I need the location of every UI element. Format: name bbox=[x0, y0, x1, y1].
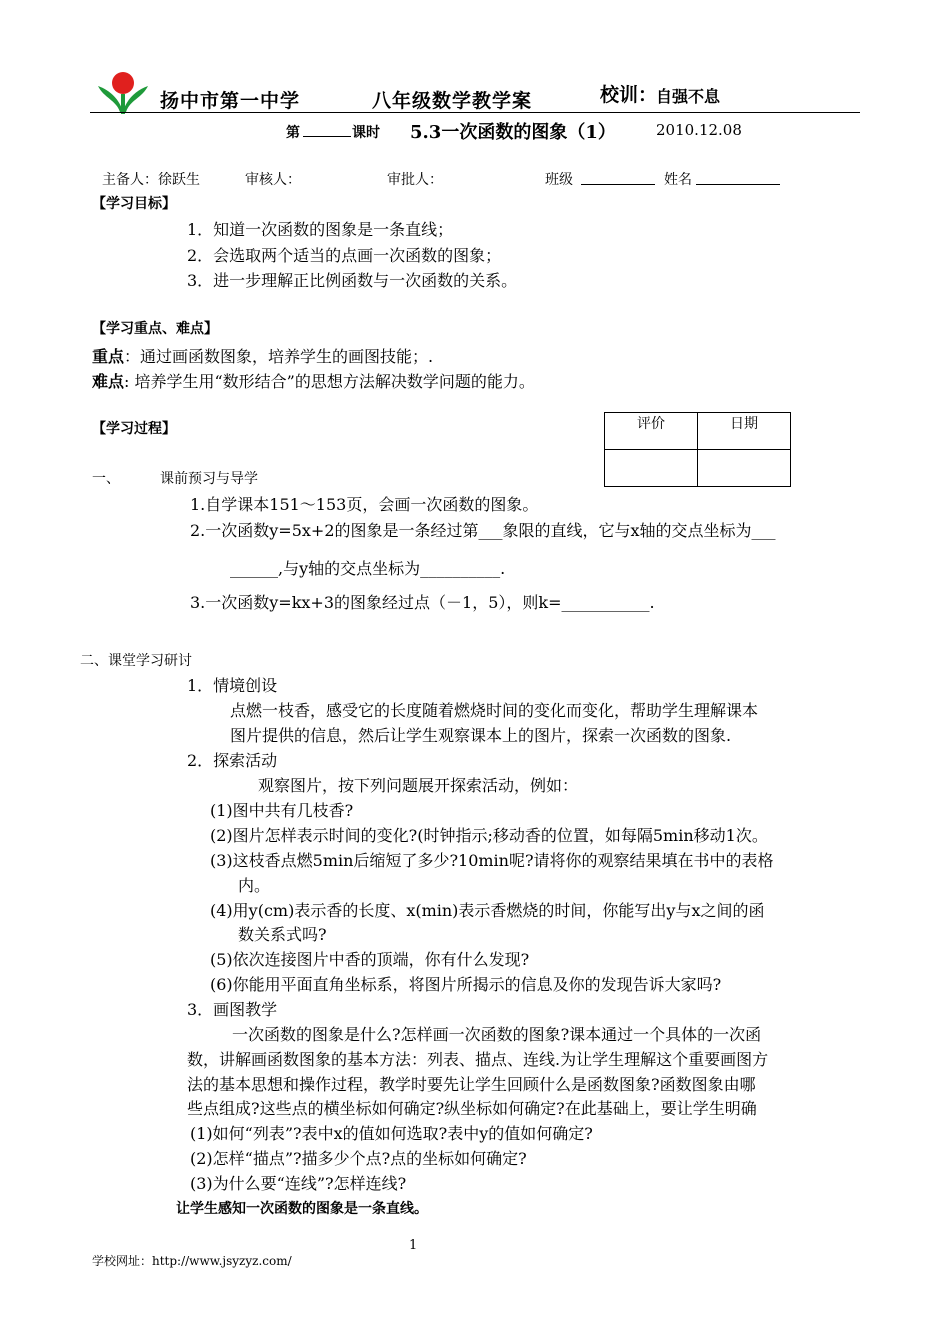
question: (2)怎样“描点”?描多少个点?点的坐标如何确定? bbox=[190, 1149, 527, 1168]
key-point bbox=[92, 344, 433, 367]
preview-item-3: 3.一次函数y=kx+3的图象经过点（－1，5），则k=___________. bbox=[190, 593, 655, 612]
name-blank[interactable] bbox=[696, 170, 780, 185]
motto: 自强不息 bbox=[656, 87, 721, 106]
preview-item-1: 1.自学课本151～153页，会画一次函数的图象。 bbox=[190, 495, 539, 514]
paragraph-line: 点燃一枝香，感受它的长度随着燃烧时间的变化而变化，帮助学生理解课本 bbox=[230, 701, 759, 720]
lesson-suffix: 课时 bbox=[352, 125, 380, 141]
preview-item-2: 2.一次函数y=5x+2的图象是一条经过第___象限的直线，它与x轴的交点坐标为___ bbox=[190, 521, 776, 540]
question: (1)图中共有几枝香? bbox=[210, 801, 354, 820]
activity-intro: 观察图片，按下列问题展开探索活动，例如： bbox=[258, 776, 579, 795]
paragraph-line: 图片提供的信息，然后让学生观察课本上的图片，探索一次函数的图象. bbox=[230, 726, 732, 745]
goal-item: 3．进一步理解正比例函数与一次函数的关系。 bbox=[187, 271, 518, 290]
difficult-point bbox=[92, 369, 535, 392]
motto-label: 校训： bbox=[600, 84, 658, 106]
key-label: 重点 bbox=[92, 347, 125, 366]
school-name: 扬中市第一中学 bbox=[160, 90, 301, 112]
school-url[interactable]: 学校网址：http://www.jsyzyz.com/ bbox=[92, 1254, 292, 1268]
subsection-title: 3．画图教学 bbox=[187, 1000, 278, 1019]
key-text: ：通过画函数图象，培养学生的画图技能；. bbox=[124, 347, 434, 366]
paragraph-line: 数，讲解画函数图象的基本方法：列表、描点、连线.为让学生理解这个重要画图方 bbox=[187, 1050, 769, 1069]
page-number: 1 bbox=[409, 1238, 418, 1253]
date-cell[interactable] bbox=[698, 450, 791, 487]
lesson-date: 2010.12.08 bbox=[656, 121, 742, 139]
difficult-label: 难点 bbox=[92, 372, 125, 391]
focus-heading: 【学习重点、难点】 bbox=[92, 321, 218, 337]
lesson-title: 5.3一次函数的图象（1） bbox=[410, 122, 616, 143]
section1-title: 课前预习与导学 bbox=[160, 471, 258, 487]
eval-header: 评价 bbox=[605, 413, 698, 450]
approver: 审批人： bbox=[387, 172, 443, 188]
process-heading: 【学习过程】 bbox=[92, 421, 176, 437]
section2-title: 二、课堂学习研讨 bbox=[80, 653, 192, 669]
question: (6)你能用平面直角坐标系，将图片所揭示的信息及你的发现告诉大家吗? bbox=[210, 975, 722, 994]
difficult-text: : 培养学生用“数形结合”的思想方法解决数学问题的能力。 bbox=[124, 372, 535, 391]
goals-heading: 【学习目标】 bbox=[92, 196, 176, 212]
preview-item-2-cont: ______,与y轴的交点坐标为__________. bbox=[230, 559, 506, 578]
name-label: 姓名 bbox=[664, 172, 692, 188]
goal-item: 1．知道一次函数的图象是一条直线； bbox=[187, 220, 454, 239]
question: (3)为什么要“连线”?怎样连线? bbox=[190, 1174, 407, 1193]
subsection-title: 1．情境创设 bbox=[187, 676, 278, 695]
eval-cell[interactable] bbox=[605, 450, 698, 487]
paragraph-line: 些点组成?这些点的横坐标如何确定?纵坐标如何确定?在此基础上，要让学生明确 bbox=[187, 1099, 757, 1118]
question-cont: 数关系式吗? bbox=[238, 925, 327, 944]
conclusion: 让学生感知一次函数的图象是一条直线。 bbox=[176, 1201, 428, 1217]
evaluation-table bbox=[604, 412, 791, 487]
date-header: 日期 bbox=[698, 413, 791, 450]
reviewer: 审核人： bbox=[245, 172, 301, 188]
goal-item: 2．会选取两个适当的点画一次函数的图象； bbox=[187, 246, 502, 265]
lesson-prefix: 第 bbox=[286, 125, 300, 141]
question: (2)图片怎样表示时间的变化?(时钟指示;移动香的位置，如每隔5min移动1次。 bbox=[210, 826, 768, 845]
question: (5)依次连接图片中香的顶端，你有什么发现? bbox=[210, 950, 530, 969]
class-blank[interactable] bbox=[581, 170, 655, 185]
question: (3)这枝香点燃5min后缩短了多少?10min呢?请将你的观察结果填在书中的表格 bbox=[210, 851, 774, 870]
subject-title: 八年级数学教学案 bbox=[372, 90, 533, 112]
subsection-title: 2．探索活动 bbox=[187, 751, 278, 770]
header-rule bbox=[90, 112, 860, 113]
school-logo bbox=[96, 70, 150, 116]
section1-number: 一、 bbox=[92, 471, 120, 487]
lesson-number-blank[interactable] bbox=[303, 122, 351, 137]
paragraph-line: 法的基本思想和操作过程，教学时要先让学生回顾什么是函数图象?函数图象由哪 bbox=[187, 1075, 756, 1094]
paragraph-line: 一次函数的图象是什么?怎样画一次函数的图象?课本通过一个具体的一次函 bbox=[232, 1025, 762, 1044]
class-label: 班级 bbox=[545, 172, 573, 188]
preparer: 主备人：徐跃生 bbox=[102, 172, 200, 188]
question-cont: 内。 bbox=[238, 876, 271, 895]
question: (1)如何“列表”?表中x的值如何选取?表中y的值如何确定? bbox=[190, 1124, 593, 1143]
question: (4)用y(cm)表示香的长度、x(min)表示香燃烧的时间，你能写出y与x之间的函 bbox=[210, 901, 765, 920]
